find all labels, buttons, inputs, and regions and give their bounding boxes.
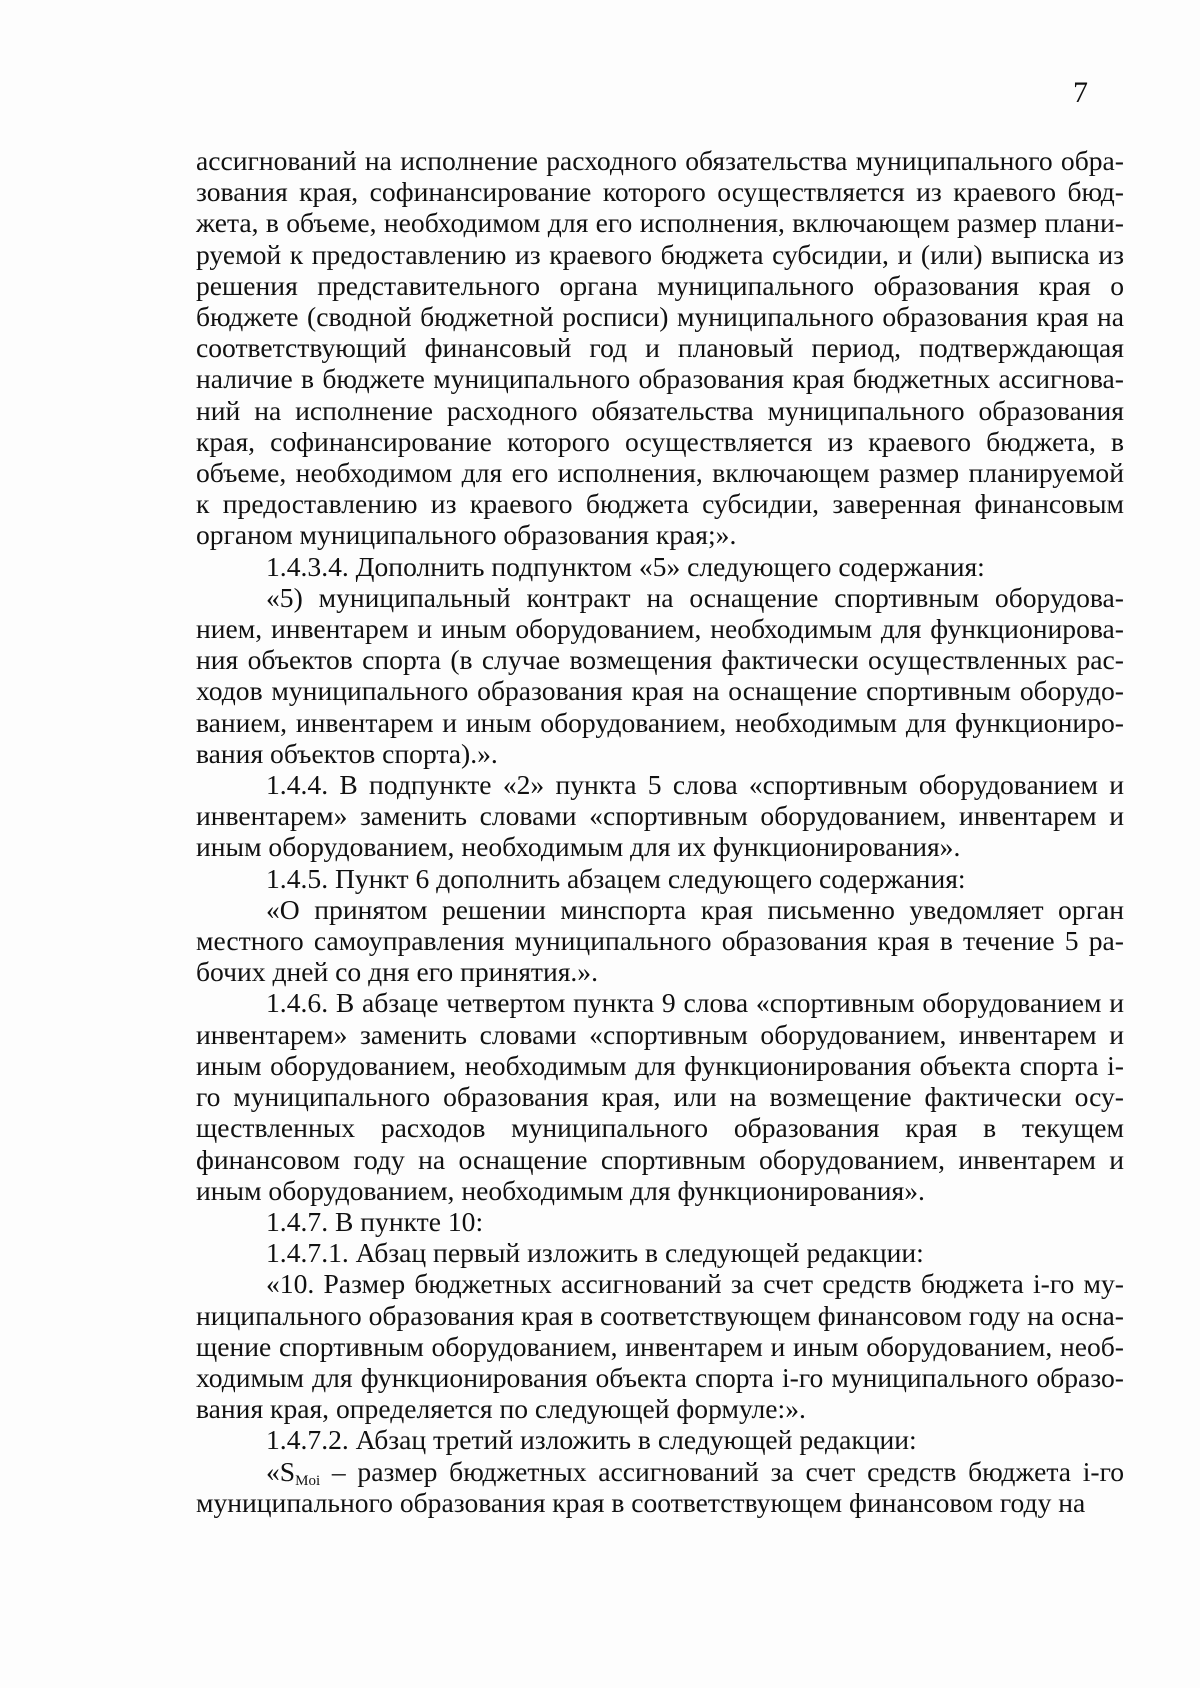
smoi-definition-text: – размер бюджетных ассигнований за счет средств бюджета i-го муниципального образования края в соответствующем финансовом году на xyxy=(196,1455,1124,1518)
paragraph-quote-subitem-5: «5) муниципальный контракт на оснащение спортивным оборудованием, инвентарем и иным оборудованием, необходимым для функционирования объектов спорта (в случае возмещения фактически осуществленных расходов муниципального образования края на оснащение спортивным оборудованием, инвентарем и иным оборудованием, необходимым для функционирования объектов спорта).». xyxy=(196,581,1124,769)
paragraph-item-1-4-6: 1.4.6. В абзаце четвертом пункта 9 слова «спортивным оборудованием и инвентарем» заменить словами «спортивным оборудованием, инвентарем и иным оборудованием, необходимым для функционирования объекта спорта i-го муниципального образования края, или на возмещение фактически осуществленных расходов муниципального образования края в текущем финансовом году на оснащение спортивным оборудованием, инвентарем и иным оборудованием, необходимым для функционирования». xyxy=(196,987,1124,1206)
paragraph-quote-point-10: «10. Размер бюджетных ассигнований за счет средств бюджета i-го муниципального образования края в соответствующем финансовом году на оснащение спортивным оборудованием, инвентарем и иным оборудованием, необходимым для функционирования объекта спорта i-го муниципального образования края, определяется по следующей формуле:». xyxy=(196,1268,1124,1425)
page-number: 7 xyxy=(1073,76,1088,109)
formula-subscript-moi: Moi xyxy=(295,1472,321,1489)
formula-symbol-s: «S xyxy=(266,1455,296,1487)
paragraph-quote-notification: «О принятом решении минспорта края письменно уведомляет орган местного самоуправления муниципального образования края в течение 5 рабочих дней со дня его принятия.». xyxy=(196,893,1124,988)
paragraph-item-1-4-7-1: 1.4.7.1. Абзац первый изложить в следующей редакции: xyxy=(266,1237,924,1269)
paragraph-item-1-4-3-4: 1.4.3.4. Дополнить подпунктом «5» следующего содержания: xyxy=(266,550,985,582)
paragraph-quote-smoi-definition xyxy=(196,1456,1124,1518)
paragraph-item-1-4-5: 1.4.5. Пункт 6 дополнить абзацем следующего содержания: xyxy=(266,862,966,894)
paragraph-item-1-4-4: 1.4.4. В подпункте «2» пункта 5 слова «спортивным оборудованием и инвентарем» заменить словами «спортивным оборудованием, инвентарем и иным оборудованием, необходимым для их функционирования». xyxy=(196,769,1124,863)
paragraph-continuation: ассигнований на исполнение расходного обязательства муниципального образования края, софинансирование которого осуществляется из краевого бюджета, в объеме, необходимом для его исполнения, включающем размер планируемой к предоставлению из краевого бюджета субсидии, и (или) выписка из решения представительного органа муниципального образования края о бюджете (сводной бюджетной росписи) муниципального образования края на соответствующий финансовый год и плановый период, подтверждающая наличие в бюджете муниципального образования края бюджетных ассигнований на исполнение расходного обязательства муниципального образования края, софинансирование которого осуществляется из краевого бюджета, в объеме, необходимом для его исполнения, включающем размер планируемой к предоставлению из краевого бюджета субсидии, заверенная финансовым органом муниципального образования края;». xyxy=(196,145,1124,551)
document-body xyxy=(196,145,1124,1518)
paragraph-item-1-4-7: 1.4.7. В пункте 10: xyxy=(266,1205,484,1237)
paragraph-item-1-4-7-2: 1.4.7.2. Абзац третий изложить в следующей редакции: xyxy=(266,1424,917,1456)
